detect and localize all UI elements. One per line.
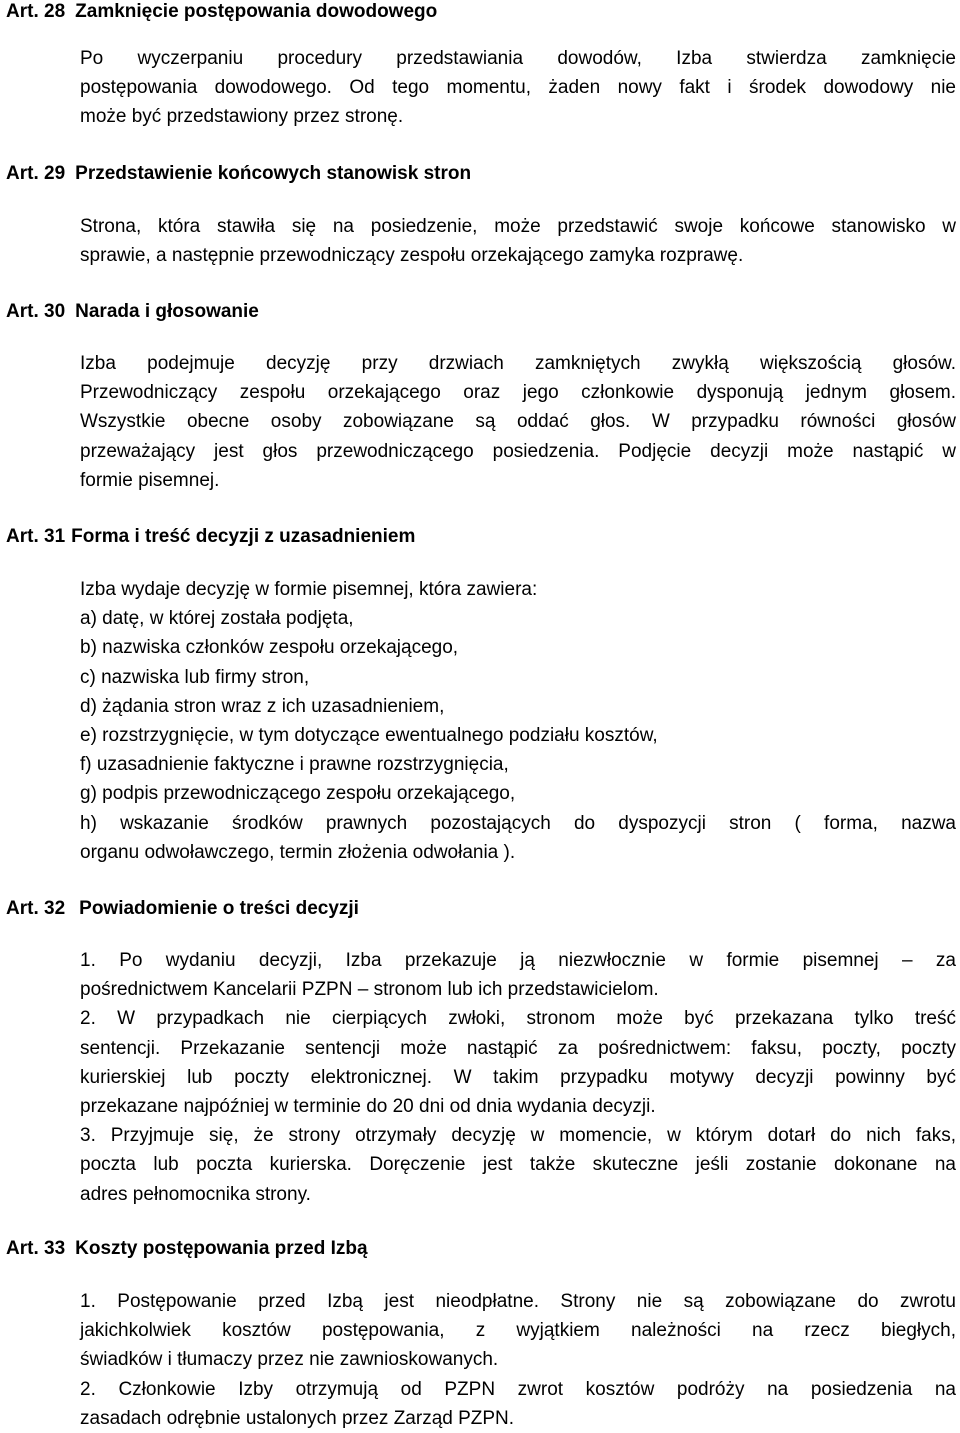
article-heading xyxy=(6,525,415,549)
article-number: Art. 31 xyxy=(6,526,66,547)
text-line: pośrednictwem Kancelarii PZPN – stronom lub ich przedstawicielom. xyxy=(80,979,659,1001)
text-line: h) wskazanie środków prawnych pozostających do dyspozycji stron ( forma, nazwa xyxy=(80,812,956,834)
text-line: c) nazwiska lub firmy stron, xyxy=(80,666,310,688)
article-title: Powiadomienie o treści decyzji xyxy=(79,898,359,919)
text-line: przekazane najpóźniej w terminie do 20 dni od dnia wydania decyzji. xyxy=(80,1096,656,1118)
text-line: Wszystkie obecne osoby zobowiązane są oddać głos. W przypadku równości głosów xyxy=(80,411,956,433)
text-line: e) rozstrzygnięcie, w tym dotyczące ewentualnego podziału kosztów, xyxy=(80,725,658,747)
text-line: 3. Przyjmuje się, że strony otrzymały decyzję w momencie, w którym dotarł do nich faks, xyxy=(80,1125,956,1147)
article-title: Koszty postępowania przed Izbą xyxy=(75,1238,368,1259)
text-line: jakichkolwiek kosztów postępowania, z wyjątkiem należności na rzecz biegłych, xyxy=(80,1320,956,1342)
text-line: 2. W przypadkach nie cierpiących zwłoki, stronom może być przekazana tylko treść xyxy=(80,1008,956,1030)
article-body xyxy=(80,1287,956,1433)
article-heading xyxy=(6,1237,368,1261)
text-line: 1. Postępowanie przed Izbą jest nieodpłatne. Strony nie są zobowiązane do zwrotu xyxy=(80,1291,956,1312)
article-title: Narada i głosowanie xyxy=(75,301,259,322)
article-title: Forma i treść decyzji z uzasadnieniem xyxy=(71,526,416,547)
article-title: Zamknięcie postępowania dowodowego xyxy=(75,1,438,22)
text-line: sentencji. Przekazanie sentencji może nastąpić za pośrednictwem: faksu, poczty, poczty xyxy=(80,1037,956,1059)
article-number: Art. 32 xyxy=(6,898,66,919)
text-line: organu odwoławczego, termin złożenia odwołania ). xyxy=(80,841,516,863)
text-line: f) uzasadnienie faktyczne i prawne rozstrzygnięcia, xyxy=(80,754,509,776)
article-heading xyxy=(6,300,259,324)
article-body xyxy=(80,575,956,867)
article-title: Przedstawienie końcowych stanowisk stron xyxy=(75,163,472,184)
text-line: może być przedstawiony przez stronę. xyxy=(80,106,404,128)
text-line: sprawie, a następnie przewodniczący zespołu orzekającego zamyka rozprawę. xyxy=(80,245,744,267)
text-line: g) podpis przewodniczącego zespołu orzekającego, xyxy=(80,783,516,805)
article-number: Art. 30 xyxy=(6,301,66,322)
article-number: Art. 29 xyxy=(6,163,66,184)
article-body xyxy=(80,946,956,1209)
article-body xyxy=(80,212,956,270)
text-line: Po wyczerpaniu procedury przedstawiania dowodów, Izba stwierdza zamknięcie xyxy=(80,48,956,69)
text-line: przeważający jest głos przewodniczącego posiedzenia. Podjęcie decyzji może nastąpić w xyxy=(80,440,956,462)
article-heading xyxy=(6,0,437,24)
article-number: Art. 28 xyxy=(6,1,66,22)
article-body xyxy=(80,349,956,495)
text-line: 1. Po wydaniu decyzji, Izba przekazuje ją niezwłocznie w formie pisemnej – za xyxy=(80,950,956,971)
text-line: postępowania dowodowego. Od tego momentu, żaden nowy fakt i środek dowodowy nie xyxy=(80,77,956,99)
text-line: adres pełnomocnika strony. xyxy=(80,1183,311,1205)
article-number: Art. 33 xyxy=(6,1238,66,1259)
text-line: formie pisemnej. xyxy=(80,469,220,491)
text-line: b) nazwiska członków zespołu orzekającego, xyxy=(80,637,459,659)
text-line: zasadach odrębnie ustalonych przez Zarząd PZPN. xyxy=(80,1407,515,1429)
article-body xyxy=(80,44,956,132)
text-line: poczta lub poczta kurierska. Doręczenie jest także skuteczne jeśli zostanie dokonane na xyxy=(80,1154,956,1176)
text-line: Izba podejmuje decyzję przy drzwiach zamkniętych zwykłą większością głosów. xyxy=(80,353,956,374)
text-line: świadków i tłumaczy przez nie zawnioskowanych. xyxy=(80,1349,499,1371)
text-line: Przewodniczący zespołu orzekającego oraz jego członkowie dysponują jednym głosem. xyxy=(80,382,956,404)
article-heading xyxy=(6,162,471,186)
text-line: Strona, która stawiła się na posiedzenie, może przedstawić swoje końcowe stanowisko w xyxy=(80,216,956,237)
article-heading xyxy=(6,897,359,921)
text-line: kurierskiej lub poczty elektronicznej. W takim przypadku motywy decyzji powinny być xyxy=(80,1066,956,1088)
text-line: 2. Członkowie Izby otrzymują od PZPN zwrot kosztów podróży na posiedzenia na xyxy=(80,1378,956,1400)
text-line: Izba wydaje decyzję w formie pisemnej, która zawiera: xyxy=(80,579,538,600)
text-line: a) datę, w której została podjęta, xyxy=(80,608,354,630)
text-line: d) żądania stron wraz z ich uzasadnieniem, xyxy=(80,695,445,717)
